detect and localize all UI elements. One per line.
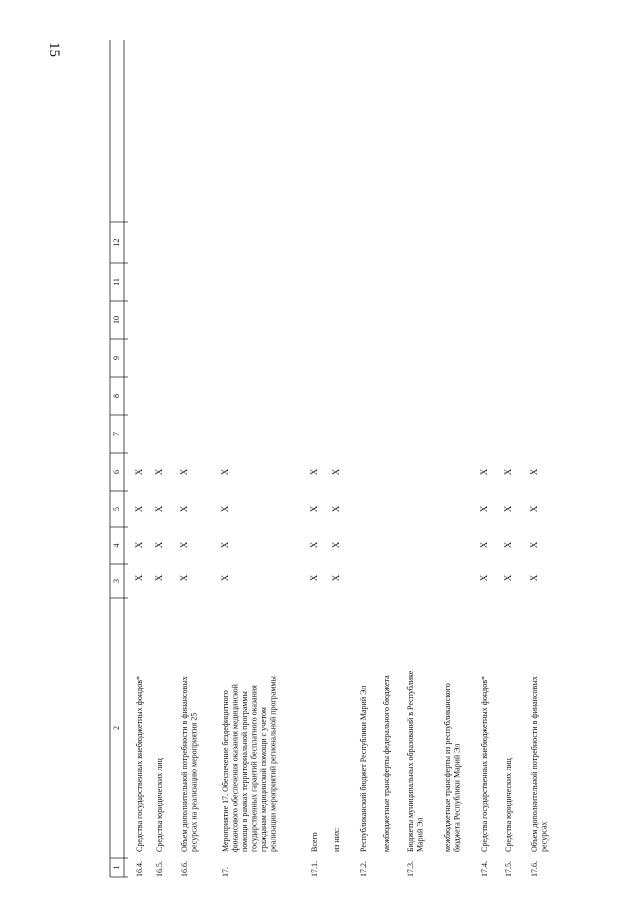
- cell-mark: X: [503, 574, 513, 582]
- column-header: 2: [112, 726, 121, 730]
- row-number: 17.3.: [406, 861, 415, 877]
- row-text: Объем дополнительной потребности в финансовых: [530, 676, 539, 852]
- cell-mark: X: [503, 541, 513, 549]
- cell-mark: X: [309, 505, 319, 513]
- cell-mark: X: [154, 541, 164, 549]
- cell-mark: X: [179, 574, 189, 582]
- row-text: Средства государственных внебюджетных фондов*: [135, 676, 144, 852]
- row-text: ресурсах на реализацию мероприятия 25: [189, 712, 199, 852]
- cell-mark: X: [179, 541, 189, 549]
- cell-mark: X: [479, 574, 489, 582]
- column-header: 6: [112, 470, 121, 474]
- row-text: Объем дополнительной потребности в финансовых: [180, 676, 189, 852]
- cell-mark: X: [309, 468, 319, 476]
- row-number: 17.4.: [480, 861, 489, 877]
- row-text: Всего: [310, 832, 319, 852]
- cell-mark: X: [134, 468, 144, 476]
- cell-mark: X: [154, 574, 164, 582]
- row-text: Средства юридических лиц: [155, 758, 164, 852]
- cell-mark: X: [503, 468, 513, 476]
- cell-mark: X: [134, 574, 144, 582]
- row-text: из них:: [332, 827, 341, 852]
- cell-mark: X: [503, 505, 513, 513]
- column-header: 10: [112, 316, 121, 324]
- row-number: 16.6.: [180, 861, 189, 877]
- row-text: финансового обеспечения оказания медицинской: [230, 684, 240, 852]
- row-text: Республиканский бюджет Республики Марий Эл: [359, 685, 368, 852]
- row-text: ресурсах: [539, 821, 549, 852]
- cell-mark: X: [134, 541, 144, 549]
- row-text: Средства государственных внебюджетных фондов*: [480, 676, 489, 852]
- cell-mark: X: [220, 574, 230, 582]
- row-number: 17.5.: [504, 861, 513, 877]
- row-text: Бюджеты муниципальных образований в Республике: [406, 670, 415, 852]
- column-header: 12: [112, 238, 121, 247]
- cell-mark: X: [331, 541, 341, 549]
- cell-mark: X: [179, 468, 189, 476]
- cell-mark: X: [479, 541, 489, 549]
- cell-mark: X: [529, 541, 539, 549]
- column-header: 4: [112, 543, 121, 548]
- column-header: 1: [112, 865, 121, 870]
- column-header: 11: [112, 278, 121, 286]
- cell-mark: X: [331, 574, 341, 582]
- column-header: 7: [112, 432, 121, 436]
- row-number: 16.5.: [155, 861, 164, 877]
- cell-mark: X: [529, 574, 539, 582]
- column-header: 8: [112, 394, 121, 398]
- row-text: межбюджетные трансферты из республиканского: [443, 683, 452, 852]
- row-number: 16.4.: [135, 861, 144, 877]
- cell-mark: X: [220, 505, 230, 513]
- row-text: помощи в рамках территориальной программы: [240, 691, 249, 852]
- cell-mark: X: [479, 468, 489, 476]
- row-number: 17.6.: [530, 861, 539, 877]
- cell-mark: X: [134, 505, 144, 513]
- cell-mark: X: [220, 541, 230, 549]
- page-number: 15: [46, 42, 62, 57]
- cell-mark: X: [479, 505, 489, 513]
- row-text: Марий Эл: [415, 817, 425, 852]
- row-text: межбюджетные трансферты федерального бюджета: [382, 675, 391, 852]
- row-text: государственных гарантий бесплатного оказания: [249, 685, 259, 852]
- cell-mark: X: [331, 468, 341, 476]
- column-header: 3: [112, 579, 121, 583]
- cell-mark: X: [529, 468, 539, 476]
- row-number: 17.2.: [359, 861, 368, 877]
- row-text: реализации мероприятий региональной программы: [268, 676, 278, 852]
- cell-mark: X: [529, 505, 539, 513]
- cell-mark: X: [331, 505, 341, 513]
- row-number: 17.: [221, 867, 230, 877]
- column-header: 9: [112, 356, 121, 360]
- cell-mark: X: [154, 468, 164, 476]
- cell-mark: X: [220, 468, 230, 476]
- cell-mark: X: [309, 574, 319, 582]
- row-text: гражданам медицинской помощи с учетом: [259, 707, 268, 852]
- row-number: 17.1.: [310, 861, 319, 877]
- cell-mark: X: [309, 541, 319, 549]
- row-text: Мероприятие 17. Обеспечение бездефицитного: [221, 690, 230, 852]
- cell-mark: X: [154, 505, 164, 513]
- column-header: 5: [112, 507, 121, 511]
- row-text: бюджета Республики Марий Эл: [452, 743, 462, 852]
- cell-mark: X: [179, 505, 189, 513]
- row-text: Средства юридических лиц: [504, 758, 513, 852]
